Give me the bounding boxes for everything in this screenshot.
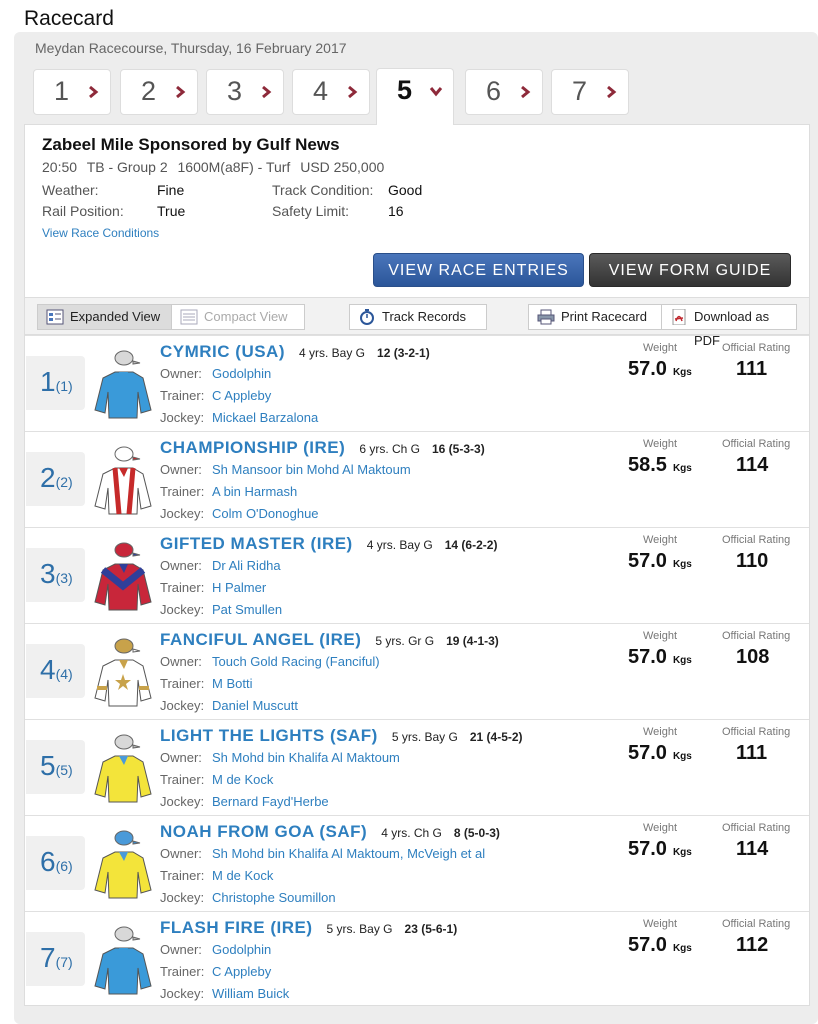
tab-number: 4 — [313, 76, 329, 106]
tab-race-5[interactable] — [376, 68, 454, 125]
jockey-silks-icon — [93, 444, 153, 516]
horse-age-sex: 5 yrs. Gr G — [375, 634, 435, 648]
weight-number: 57.0 — [628, 838, 667, 860]
jockey-label: Jockey: — [160, 794, 205, 809]
trainer-link[interactable]: M de Kock — [212, 868, 274, 883]
horse-age-sex: 5 yrs. Bay G — [326, 922, 393, 936]
draw-number: (7) — [55, 954, 73, 970]
horse-record: 23 (5-6-1) — [404, 922, 458, 936]
weight-value — [628, 358, 692, 381]
horse-age-sex: 5 yrs. Bay G — [391, 730, 458, 744]
official-rating-value: 110 — [736, 550, 769, 572]
safety-limit-value: 16 — [388, 203, 404, 219]
horse-name-link[interactable]: FANCIFUL ANGEL (IRE) — [160, 630, 362, 649]
weight-number: 57.0 — [628, 934, 667, 956]
official-rating-label: Official Rating — [722, 438, 791, 450]
trainer-label: Trainer: — [160, 484, 205, 499]
official-rating-value: 112 — [736, 934, 769, 956]
rail-position-label: Rail Position: — [42, 203, 124, 219]
weight-value — [628, 454, 692, 477]
horse-age-sex: 4 yrs. Ch G — [381, 826, 442, 840]
compact-view-icon — [180, 309, 198, 325]
jockey-label: Jockey: — [160, 698, 205, 713]
official-rating-value: 108 — [736, 646, 770, 668]
official-rating-label: Official Rating — [722, 822, 791, 834]
runner-number: 5 — [40, 750, 56, 781]
weight-unit: Kgs — [672, 559, 692, 570]
owner-label: Owner: — [160, 846, 202, 861]
jockey-label: Jockey: — [160, 506, 205, 521]
runner-row — [25, 719, 809, 815]
runner-number-box — [26, 740, 85, 794]
race-name: Zabeel Mile Sponsored by Gulf News — [42, 135, 340, 154]
horse-name-line — [160, 918, 457, 938]
compact-view-button[interactable] — [171, 304, 305, 330]
weight-unit: Kgs — [672, 751, 692, 762]
stopwatch-icon — [358, 309, 376, 325]
weight-unit: Kgs — [672, 847, 692, 858]
runner-number-box — [26, 932, 85, 986]
owner-label: Owner: — [160, 462, 202, 477]
horse-name-link[interactable]: GIFTED MASTER (IRE) — [160, 534, 353, 553]
page-title: Racecard — [24, 7, 114, 30]
owner-link[interactable]: Godolphin — [212, 942, 272, 957]
weight-number: 58.5 — [628, 454, 667, 476]
official-rating-label: Official Rating — [722, 630, 791, 642]
weight-value — [628, 934, 692, 957]
tab-number: 5 — [397, 75, 413, 105]
runner-number: 3 — [40, 558, 56, 589]
jockey-label: Jockey: — [160, 986, 205, 1001]
weight-number: 57.0 — [628, 358, 667, 380]
jockey-link[interactable]: Colm O'Donoghue — [212, 506, 319, 521]
trainer-label: Trainer: — [160, 676, 205, 691]
download-pdf-label: Download as PDF — [694, 309, 770, 348]
race-distance: 1600M(a8F) - Turf — [177, 159, 291, 175]
runner-number: 7 — [40, 942, 56, 973]
race-time: 20:50 — [42, 159, 78, 175]
pdf-icon — [670, 309, 688, 325]
jockey-link[interactable]: Mickael Barzalona — [212, 410, 319, 425]
owner-link[interactable]: Dr Ali Ridha — [212, 558, 281, 573]
rail-position-value: True — [157, 203, 186, 219]
weight-unit: Kgs — [672, 463, 692, 474]
tab-race-2[interactable] — [120, 69, 198, 115]
view-race-conditions-link[interactable]: View Race Conditions — [42, 226, 160, 240]
track-records-button[interactable] — [349, 304, 487, 330]
expanded-view-button[interactable] — [37, 304, 172, 330]
jockey-silks-icon — [93, 636, 153, 708]
weight-label: Weight — [643, 822, 678, 834]
horse-record: 14 (6-2-2) — [444, 538, 498, 552]
jockey-link[interactable]: Daniel Muscutt — [212, 698, 298, 713]
tab-number: 1 — [54, 76, 70, 106]
trainer-link[interactable]: A bin Harmash — [212, 484, 298, 499]
horse-name-line — [160, 534, 497, 554]
track-condition-value: Good — [388, 182, 423, 198]
chevron-down-icon — [429, 84, 443, 98]
horse-record: 21 (4-5-2) — [469, 730, 523, 744]
official-rating-value: 111 — [736, 358, 768, 380]
race-prize: USD 250,000 — [300, 159, 385, 175]
owner-label: Owner: — [160, 942, 202, 957]
runner-row — [25, 335, 809, 431]
compact-view-label: Compact View — [204, 309, 288, 324]
tab-race-7[interactable] — [551, 69, 629, 115]
track-condition-label: Track Condition: — [272, 182, 374, 198]
tab-race-6[interactable] — [465, 69, 543, 115]
runner-row — [25, 815, 809, 911]
horse-record: 12 (3-2-1) — [377, 346, 430, 360]
weight-label: Weight — [643, 342, 678, 354]
horse-name-line — [160, 726, 523, 746]
saddle-cloth-number — [40, 558, 73, 590]
expanded-view-label: Expanded View — [70, 309, 161, 324]
owner-label: Owner: — [160, 654, 202, 669]
track-records-label: Track Records — [382, 309, 467, 324]
weight-label: Weight — [643, 438, 678, 450]
tab-number: 3 — [227, 76, 243, 106]
weight-unit: Kgs — [672, 367, 692, 378]
trainer-label: Trainer: — [160, 580, 205, 595]
horse-name-line — [160, 342, 430, 362]
runner-number: 2 — [40, 462, 56, 493]
chevron-right-icon — [86, 85, 100, 99]
safety-limit-label: Safety Limit: — [272, 203, 350, 219]
horse-age-sex: 6 yrs. Ch G — [359, 442, 420, 456]
trainer-label: Trainer: — [160, 772, 205, 787]
weight-value — [628, 646, 692, 669]
jockey-label: Jockey: — [160, 602, 205, 617]
weather-value: Fine — [157, 182, 185, 198]
jockey-link[interactable]: William Buick — [212, 986, 290, 1001]
saddle-cloth-number — [40, 750, 73, 782]
runner-number-box — [26, 548, 85, 602]
saddle-cloth-number — [40, 654, 73, 686]
tab-race-3[interactable] — [206, 69, 284, 115]
owner-label: Owner: — [160, 750, 202, 765]
jockey-silks-icon — [93, 540, 153, 612]
jockey-silks-icon — [93, 348, 153, 420]
horse-name-link[interactable]: CHAMPIONSHIP (IRE) — [160, 438, 346, 457]
view-race-entries-button[interactable]: VIEW RACE ENTRIES — [373, 253, 584, 287]
tab-race-1[interactable] — [33, 69, 111, 115]
weight-label: Weight — [643, 630, 678, 642]
saddle-cloth-number — [40, 846, 73, 878]
owner-label: Owner: — [160, 558, 202, 573]
weight-value — [628, 838, 692, 861]
horse-name-link[interactable]: LIGHT THE LIGHTS (SAF) — [160, 726, 378, 745]
horse-record: 19 (4-1-3) — [446, 634, 499, 648]
trainer-link[interactable]: H Palmer — [212, 580, 267, 595]
weight-number: 57.0 — [628, 550, 667, 572]
weather-label: Weather: — [42, 182, 99, 198]
jockey-silks-icon — [93, 924, 153, 996]
official-rating-value: 111 — [736, 742, 768, 764]
jockey-link[interactable]: Christophe Soumillon — [212, 890, 336, 905]
horse-name-link[interactable]: FLASH FIRE (IRE) — [160, 918, 313, 937]
weight-label: Weight — [643, 918, 678, 930]
printer-icon — [537, 309, 555, 325]
runner-number-box — [26, 356, 85, 410]
horse-name-line — [160, 822, 500, 842]
runner-row — [25, 911, 809, 1007]
owner-link[interactable]: Sh Mohd bin Khalifa Al Maktoum — [212, 750, 400, 765]
race-type: TB - Group 2 — [86, 159, 168, 175]
chevron-right-icon — [604, 85, 618, 99]
runner-number: 1 — [40, 366, 56, 397]
chevron-right-icon — [259, 85, 273, 99]
weight-unit: Kgs — [672, 655, 692, 666]
jockey-link[interactable]: Bernard Fayd'Herbe — [212, 794, 329, 809]
tab-number: 6 — [486, 76, 502, 106]
runner-row — [25, 431, 809, 527]
horse-name-link[interactable]: CYMRIC (USA) — [160, 342, 285, 361]
weight-unit: Kgs — [672, 943, 692, 954]
trainer-label: Trainer: — [160, 388, 205, 403]
trainer-label: Trainer: — [160, 964, 205, 979]
horse-name-line — [160, 438, 485, 458]
official-rating-value: 114 — [736, 838, 769, 860]
draw-number: (2) — [55, 474, 73, 490]
race-card — [24, 124, 810, 1006]
official-rating-label: Official Rating — [722, 918, 791, 930]
horse-age-sex: 4 yrs. Bay G — [299, 346, 366, 360]
runner-number-box — [26, 644, 85, 698]
runner-number-box — [26, 836, 85, 890]
official-rating-label: Official Rating — [722, 534, 791, 546]
horse-record: 8 (5-0-3) — [453, 826, 500, 840]
draw-number: (4) — [55, 666, 73, 682]
runner-row — [25, 623, 809, 719]
draw-number: (1) — [55, 378, 73, 394]
weight-label: Weight — [643, 726, 678, 738]
tab-number: 2 — [141, 76, 157, 106]
saddle-cloth-number — [40, 462, 73, 494]
weight-number: 57.0 — [628, 742, 667, 764]
chevron-right-icon — [518, 85, 532, 99]
official-rating-label: Official Rating — [722, 342, 791, 354]
saddle-cloth-number — [40, 942, 73, 974]
chevron-right-icon — [173, 85, 187, 99]
weight-value — [628, 742, 692, 765]
owner-label: Owner: — [160, 366, 202, 381]
horse-name-link[interactable]: NOAH FROM GOA (SAF) — [160, 822, 368, 841]
official-rating-label: Official Rating — [722, 726, 791, 738]
trainer-link[interactable]: C Appleby — [212, 964, 272, 979]
horse-age-sex: 4 yrs. Bay G — [366, 538, 433, 552]
tab-race-4[interactable] — [292, 69, 370, 115]
chevron-right-icon — [345, 85, 359, 99]
weight-label: Weight — [643, 534, 678, 546]
owner-link[interactable]: Sh Mansoor bin Mohd Al Maktoum — [212, 462, 411, 477]
horse-name-line — [160, 630, 499, 650]
meeting-subtitle: Meydan Racecourse, Thursday, 16 February 2017 — [35, 40, 347, 56]
saddle-cloth-number — [40, 366, 73, 398]
print-racecard-label: Print Racecard — [561, 309, 647, 324]
runner-row — [25, 527, 809, 623]
trainer-link[interactable]: M de Kock — [212, 772, 274, 787]
draw-number: (3) — [55, 570, 73, 586]
jockey-label: Jockey: — [160, 410, 205, 425]
weight-value — [628, 550, 692, 573]
tab-number: 7 — [572, 76, 588, 106]
trainer-link[interactable]: M Botti — [212, 676, 253, 691]
jockey-label: Jockey: — [160, 890, 205, 905]
owner-link[interactable]: Sh Mohd bin Khalifa Al Maktoum, McVeigh et al — [212, 846, 486, 861]
draw-number: (6) — [55, 858, 73, 874]
owner-link[interactable]: Touch Gold Racing (Fanciful) — [212, 654, 380, 669]
jockey-silks-icon — [93, 732, 153, 804]
official-rating-value: 114 — [736, 454, 769, 476]
horse-record: 16 (5-3-3) — [432, 442, 485, 456]
jockey-silks-icon — [93, 828, 153, 900]
runner-number: 6 — [40, 846, 56, 877]
draw-number: (5) — [55, 762, 73, 778]
race-meta — [42, 159, 390, 175]
owner-link[interactable]: Godolphin — [212, 366, 272, 381]
runner-number: 4 — [40, 654, 56, 685]
weight-number: 57.0 — [628, 646, 667, 668]
expanded-view-icon — [46, 309, 64, 325]
jockey-link[interactable]: Pat Smullen — [212, 602, 283, 617]
view-form-guide-button[interactable]: VIEW FORM GUIDE — [589, 253, 791, 287]
trainer-label: Trainer: — [160, 868, 205, 883]
print-racecard-button[interactable] — [528, 304, 662, 330]
runner-number-box — [26, 452, 85, 506]
trainer-link[interactable]: C Appleby — [212, 388, 272, 403]
